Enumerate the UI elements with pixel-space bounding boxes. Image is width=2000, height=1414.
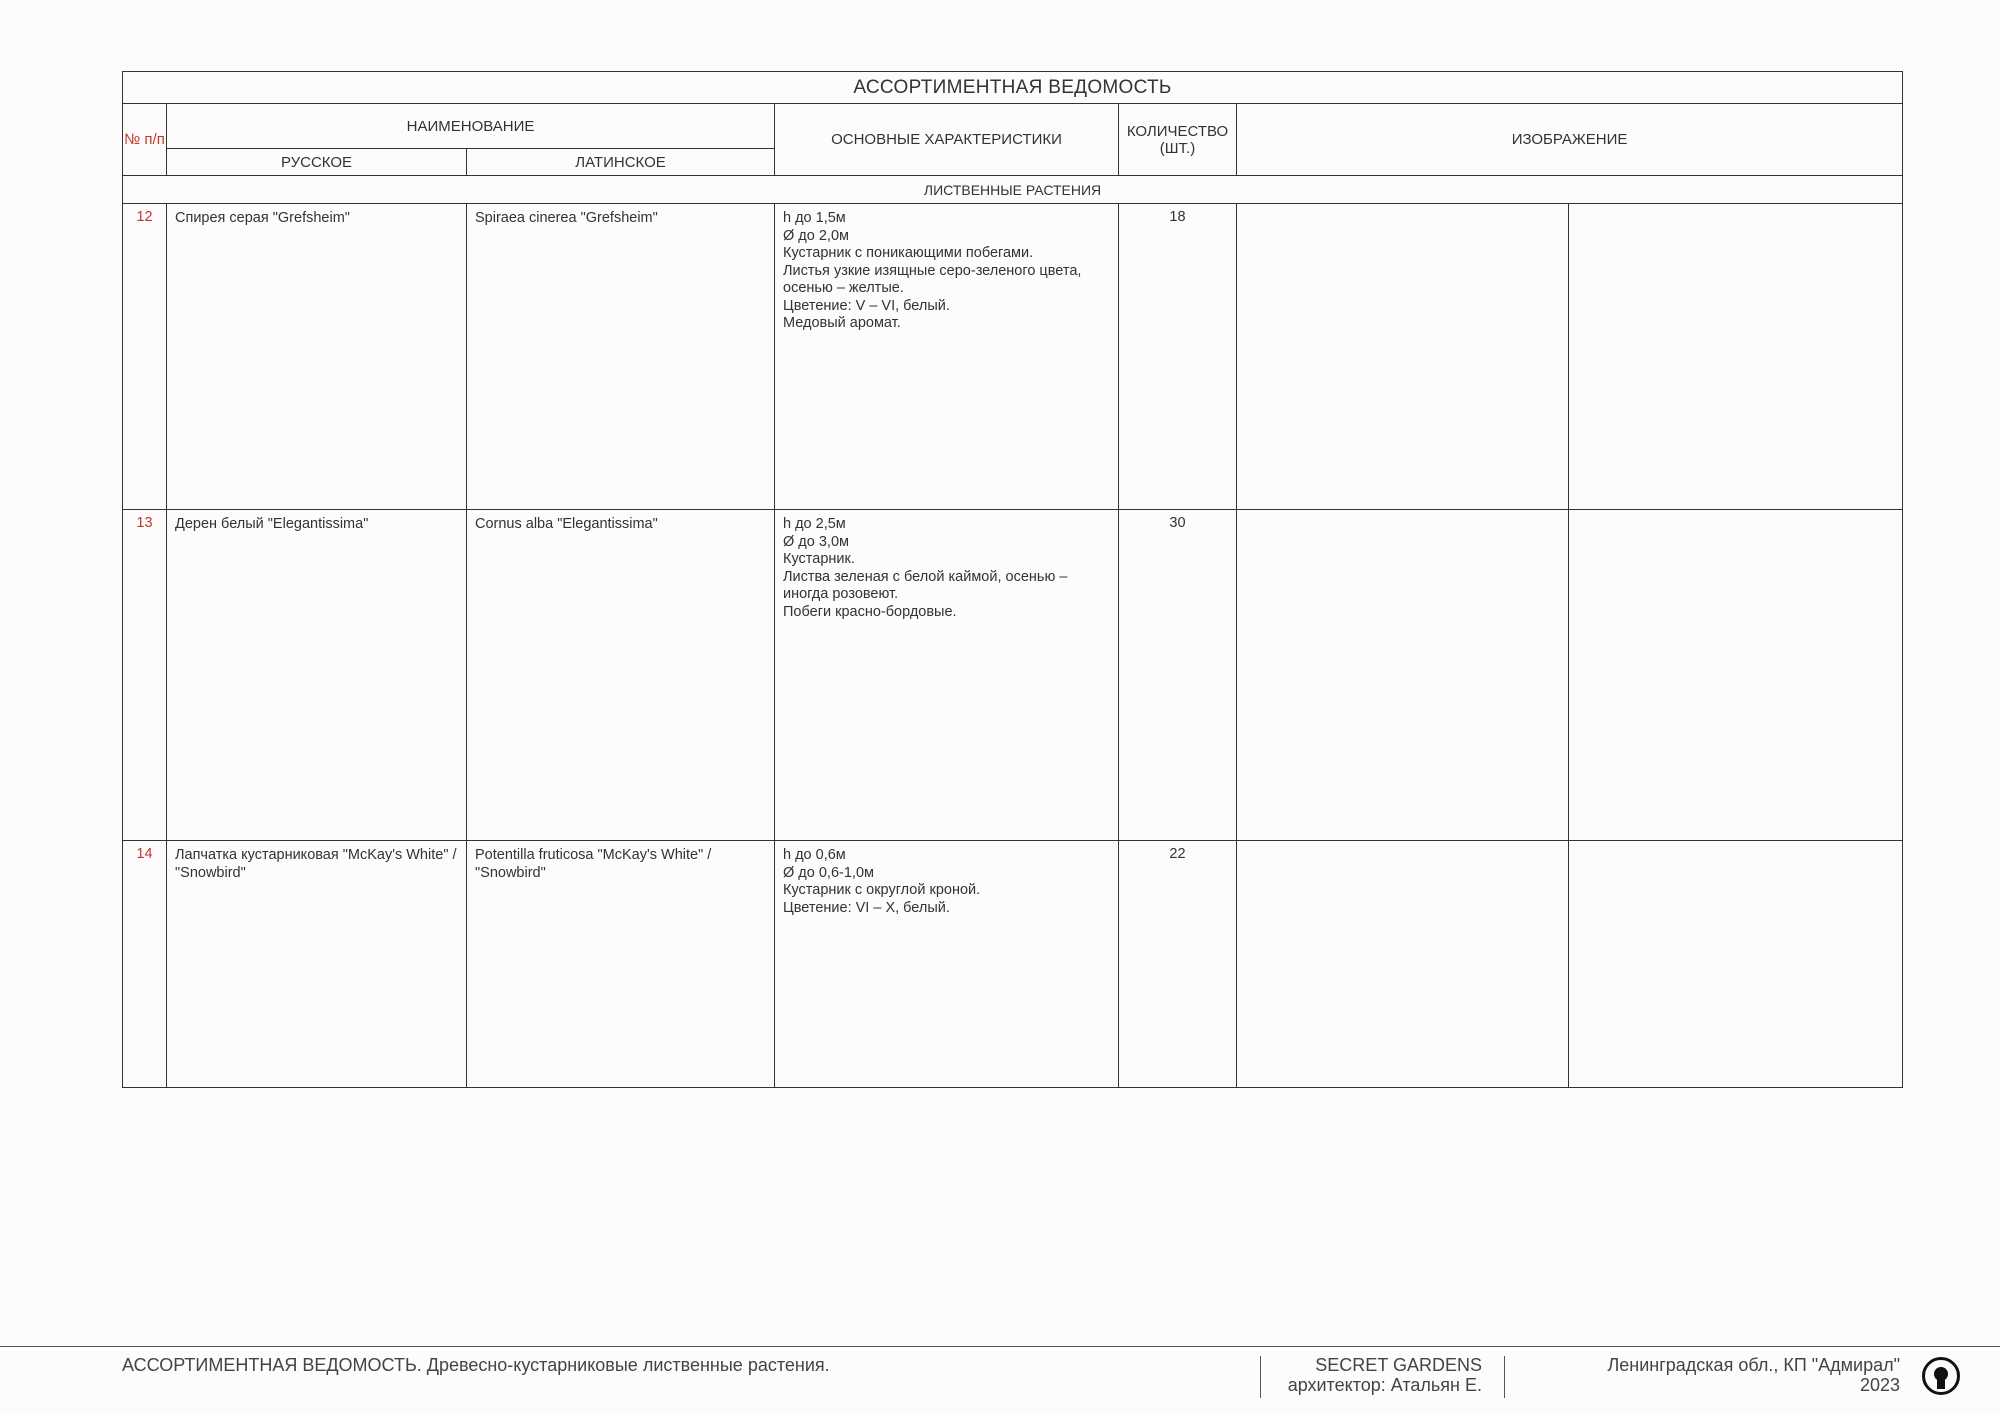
photo-cell	[1569, 841, 1903, 1088]
row-characteristics: h до 0,6м Ø до 0,6-1,0м Кустарник с округлой кроной. Цветение: VI – X, белый.	[775, 841, 1119, 1088]
photo-cell	[1569, 204, 1903, 510]
row-characteristics: h до 1,5м Ø до 2,0м Кустарник с поникающими побегами. Листья узкие изящные серо-зеленого цвета, осенью – желтые. Цветение: V – VI, белый. Медовый аромат.	[775, 204, 1119, 510]
footer-architect: архитектор: Атальян Е.	[1287, 1375, 1482, 1395]
row-name-ru: Спирея серая "Grefsheim"	[167, 204, 467, 510]
footer-divider	[1260, 1356, 1261, 1398]
table-row	[123, 204, 1903, 510]
header-number: № п/п	[123, 104, 167, 176]
table-row	[123, 510, 1903, 841]
photo-cell	[1237, 841, 1569, 1088]
row-name-ru: Дерен белый "Elegantissima"	[167, 510, 467, 841]
keyhole-logo-icon	[1922, 1357, 1960, 1395]
footer-location-block	[1540, 1355, 1900, 1395]
row-quantity: 18	[1119, 204, 1237, 510]
header-name: НАИМЕНОВАНИЕ	[167, 104, 775, 149]
photo-cell	[1569, 510, 1903, 841]
row-name-ru: Лапчатка кустарниковая "McKay's White" / "Snowbird"	[167, 841, 467, 1088]
assortment-table	[122, 71, 1903, 1088]
footer-studio-block	[1262, 1355, 1482, 1395]
header-image: ИЗОБРАЖЕНИЕ	[1237, 104, 1903, 176]
footer-rule	[0, 1346, 2000, 1347]
header-quantity: КОЛИЧЕСТВО (ШТ.)	[1119, 104, 1237, 176]
row-number: 13	[123, 510, 167, 841]
photo-cell	[1237, 510, 1569, 841]
footer-studio: SECRET GARDENS	[1315, 1355, 1482, 1375]
row-quantity: 30	[1119, 510, 1237, 841]
row-name-lat: Spiraea cinerea "Grefsheim"	[467, 204, 775, 510]
section-title: ЛИСТВЕННЫЕ РАСТЕНИЯ	[123, 176, 1903, 204]
footer-divider	[1504, 1356, 1505, 1398]
table-title: АССОРТИМЕНТНАЯ ВЕДОМОСТЬ	[123, 72, 1903, 104]
row-quantity: 22	[1119, 841, 1237, 1088]
row-name-lat: Potentilla fruticosa "McKay's White" / "Snowbird"	[467, 841, 775, 1088]
footer-sheet-title: АССОРТИМЕНТНАЯ ВЕДОМОСТЬ. Древесно-кустарниковые лиственные растения.	[122, 1355, 830, 1375]
row-name-lat: Cornus alba "Elegantissima"	[467, 510, 775, 841]
header-name-lat: ЛАТИНСКОЕ	[467, 149, 775, 176]
photo-cell	[1237, 204, 1569, 510]
assortment-sheet	[122, 71, 1902, 1088]
footer-location: Ленинградская обл., КП "Адмирал"	[1607, 1355, 1900, 1375]
row-number: 14	[123, 841, 167, 1088]
table-row	[123, 841, 1903, 1088]
header-name-ru: РУССКОЕ	[167, 149, 467, 176]
row-number: 12	[123, 204, 167, 510]
row-characteristics: h до 2,5м Ø до 3,0м Кустарник. Листва зеленая с белой каймой, осенью – иногда розовеют. Побеги красно-бордовые.	[775, 510, 1119, 841]
footer-year: 2023	[1859, 1375, 1900, 1395]
header-characteristics: ОСНОВНЫЕ ХАРАКТЕРИСТИКИ	[775, 104, 1119, 176]
